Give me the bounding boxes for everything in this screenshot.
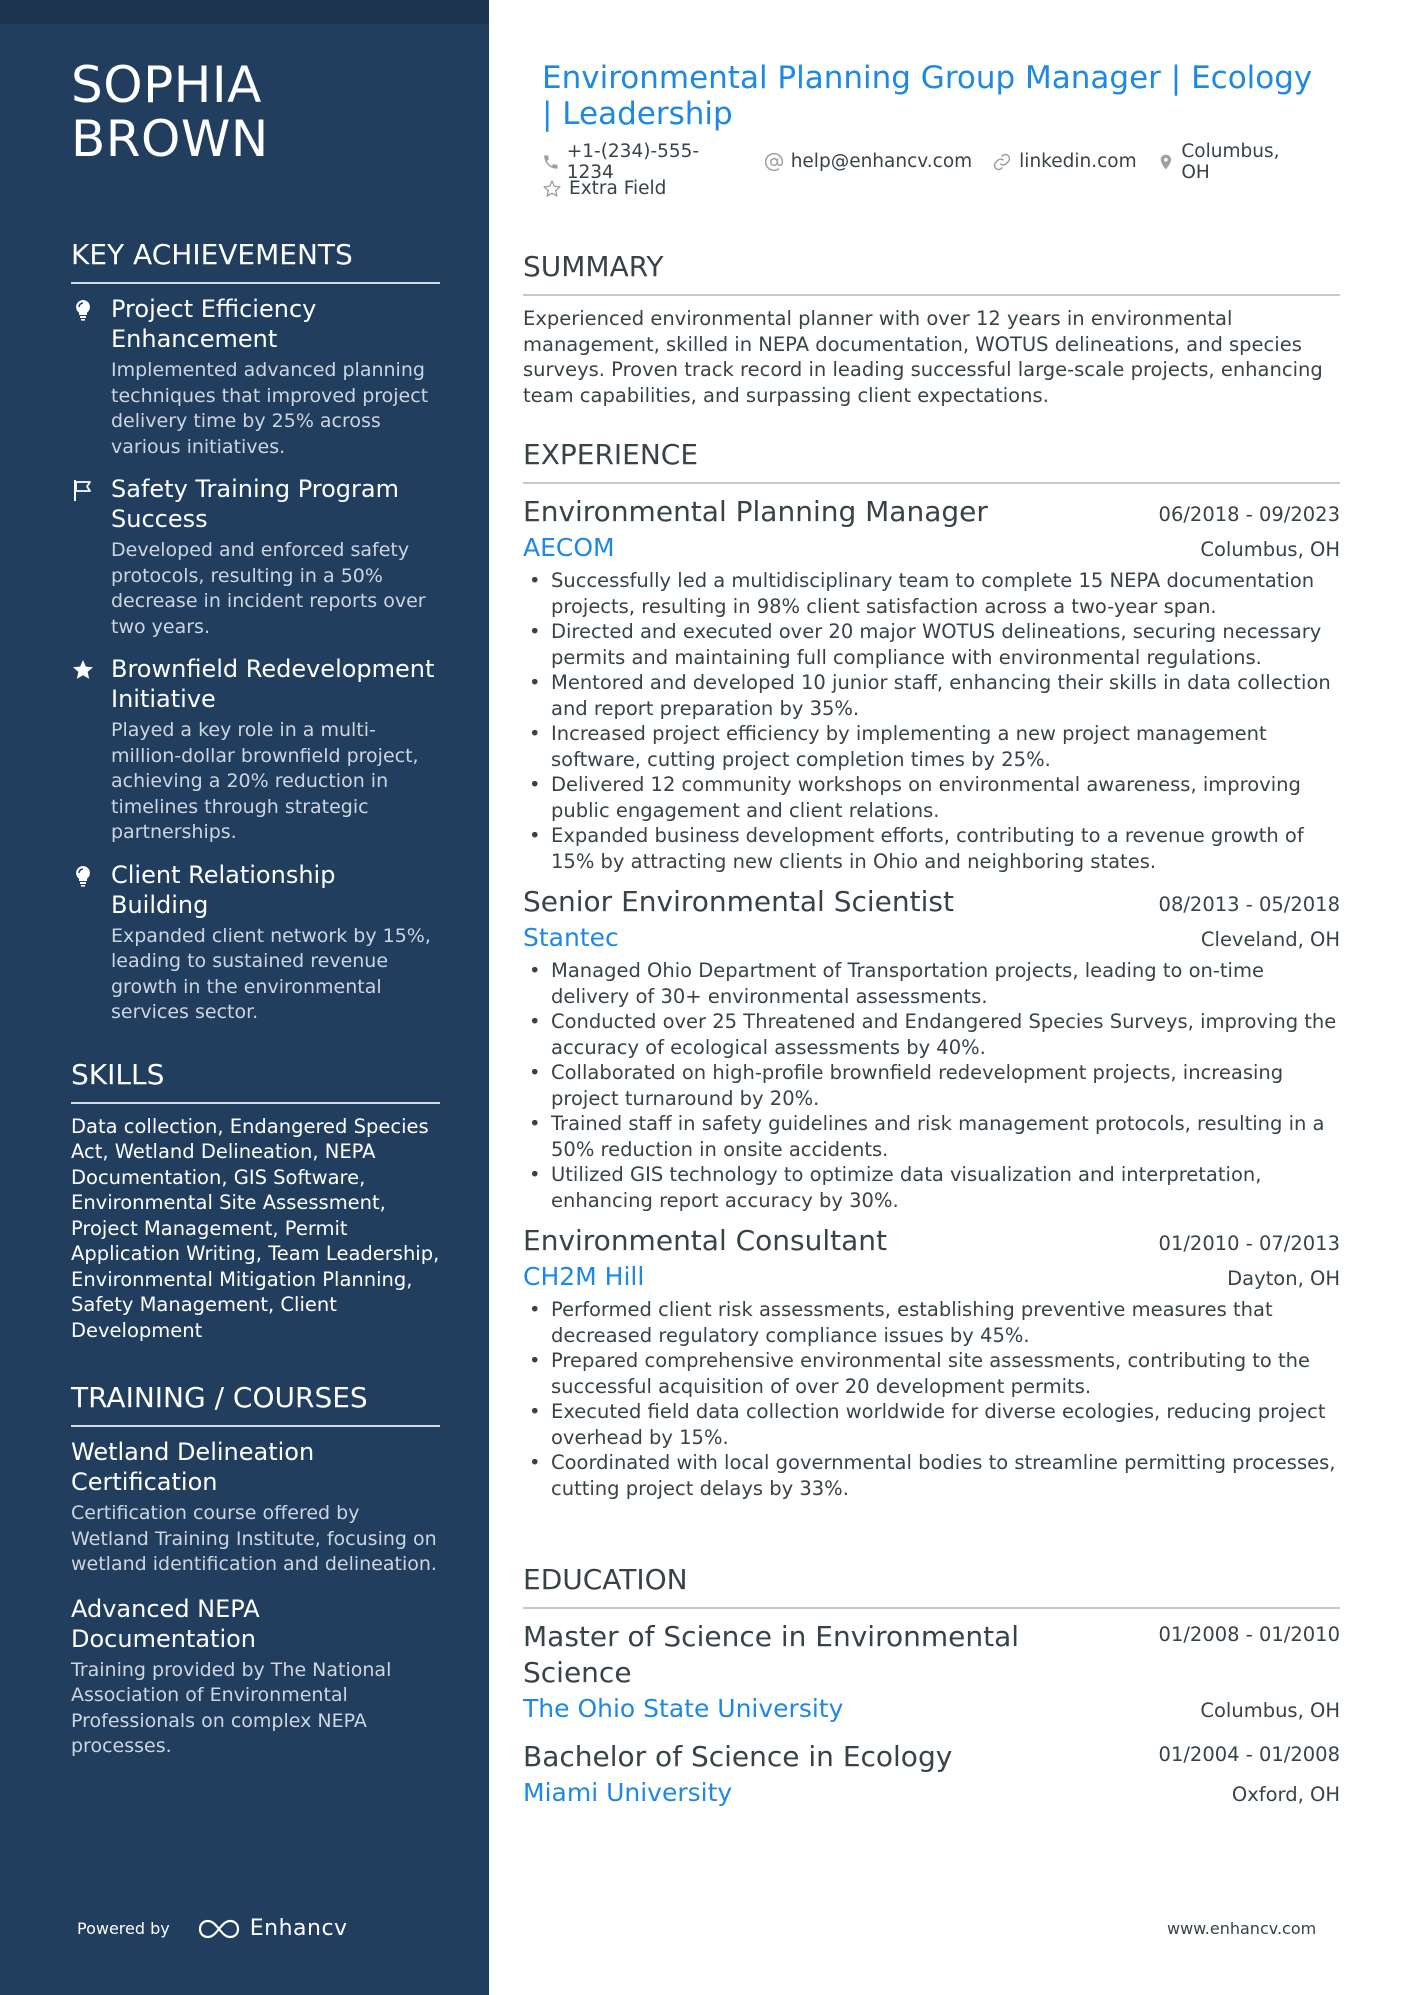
achievement-description: Expanded client network by 15%, leading to sustained revenue growth in the environmental services sector. [111,924,431,1023]
sidebar-top-band [0,0,489,24]
achievements-heading: KEY ACHIEVEMENTS [71,238,440,284]
education-section [523,1563,1340,1823]
email-address: help@enhancv.com [790,151,973,172]
linkedin-url: linkedin.com [1019,151,1137,172]
achievement-item [71,474,440,640]
skills-heading: SKILLS [71,1058,440,1104]
job-title: Environmental Planning Manager [523,495,988,528]
achievement-description: Played a key role in a multi-million-dollar brownfield project, achieving a 20% reduction in timelines through strategic partnerships. [111,719,419,843]
job-entry [523,494,1340,874]
education-entry [523,1739,1340,1809]
bullet-item: • Delivered 12 community workshops on environmental awareness, improving public engagement and client relations. [523,772,1340,823]
job-title: Senior Environmental Scientist [523,885,954,918]
achievement-title: Safety Training Program Success [111,475,399,533]
lightbulb-icon [71,864,95,888]
contact-email[interactable] [764,151,972,172]
degree-title: Master of Science in Environmental Science [523,1620,1020,1689]
bullet-item: • Executed field data collection worldwide for diverse ecologies, reducing project overhead by 15%. [523,1399,1340,1450]
education-dates: 01/2008 - 01/2010 [1158,1623,1340,1646]
flag-icon [71,478,95,502]
degree-title: Bachelor of Science in Ecology [523,1740,953,1773]
contact-phone[interactable] [542,141,744,183]
bullet-item: • Managed Ohio Department of Transportation projects, leading to on-time delivery of 30+ environmental assessments. [523,958,1340,1009]
job-dates: 06/2018 - 09/2023 [1158,503,1340,526]
contact-row [542,140,1332,183]
school-name: The Ohio State University [523,1694,844,1723]
footer-website-link[interactable]: www.enhancv.com [1167,1919,1317,1938]
bullet-item: • Increased project efficiency by implementing a new project management software, cutting project completion times by 25%. [523,721,1340,772]
course-description: Training provided by The National Association of Environmental Professionals on complex NEPA processes. [71,1658,392,1757]
brand-name: Enhancv [249,1916,348,1941]
headline: Environmental Planning Group Manager | Ecology | Leadership [542,60,1313,132]
company-name: AECOM [523,533,615,562]
job-dates: 08/2013 - 05/2018 [1158,893,1340,916]
powered-by-label: Powered by [77,1919,170,1938]
company-name: Stantec [523,923,619,952]
bullet-item: • Utilized GIS technology to optimize data visualization and interpretation, enhancing report accuracy by 30%. [523,1162,1340,1213]
school-location: Columbus, OH [1200,1699,1340,1722]
course-item [71,1594,440,1760]
bullet-item: • Collaborated on high-profile brownfield redevelopment projects, increasing project turnaround by 20%. [523,1060,1340,1111]
contact-location [1157,141,1312,183]
company-name: CH2M Hill [523,1262,645,1291]
summary-section [523,250,1340,408]
job-location: Columbus, OH [1200,538,1340,561]
education-entry [523,1619,1340,1725]
achievement-description: Developed and enforced safety protocols, resulting in a 50% decrease in incident reports over two years. [111,539,426,638]
at-sign-icon [764,152,784,172]
course-title: Advanced NEPA Documentation [71,1594,260,1653]
school-location: Oxford, OH [1231,1783,1340,1806]
enhancv-logo[interactable] [196,1916,348,1941]
location-pin-icon [1157,152,1175,172]
bullet-item: • Successfully led a multidisciplinary team to complete 15 NEPA documentation projects, resulting in 98% client satisfaction across a two-year span. [523,568,1340,619]
course-title: Wetland Delineation Certification [71,1438,315,1496]
job-title: Environmental Consultant [523,1224,888,1257]
phone-icon [542,153,560,171]
candidate-name [71,58,440,166]
bullet-item: • Performed client risk assessments, establishing preventive measures that decreased regulatory compliance issues by 45%. [523,1297,1340,1348]
sidebar-content [71,58,440,1776]
bullet-item: • Expanded business development efforts, contributing to a revenue growth of 15% by attracting new clients in Ohio and neighboring states. [523,823,1340,874]
summary-heading: SUMMARY [523,250,1340,296]
bullet-item: • Directed and executed over 20 major WOTUS delineations, securing necessary permits and maintaining full compliance with environmental regulations. [523,619,1340,670]
star-outline-icon [542,179,562,199]
job-location: Cleveland, OH [1200,928,1340,951]
achievement-item [71,294,440,460]
achievement-item [71,860,440,1026]
education-dates: 01/2004 - 01/2008 [1158,1743,1340,1766]
bullet-item: • Coordinated with local governmental bodies to streamline permitting processes, cutting project delays by 33%. [523,1450,1340,1501]
phone-number: +1-(234)-555-1234 [566,140,700,183]
experience-section [523,438,1340,1511]
name-first: SOPHIA [71,56,262,114]
achievement-description: Implemented advanced planning techniques that improved project delivery time by 25% across various initiatives. [111,359,429,458]
bullet-item: • Trained staff in safety guidelines and risk management protocols, resulting in a 50% reduction in onsite accidents. [523,1111,1340,1162]
education-heading: EDUCATION [523,1563,1340,1609]
achievement-title: Client Relationship Building [111,860,336,919]
course-description: Certification course offered by Wetland Training Institute, focusing on wetland identification and delineation. [71,1502,437,1575]
contact-linkedin[interactable] [992,151,1136,172]
experience-heading: EXPERIENCE [523,438,1340,484]
lightbulb-icon [71,298,95,322]
achievement-item [71,654,440,846]
summary-text: Experienced environmental planner with over 12 years in environmental management, skilled in NEPA documentation, WOTUS delineations, and species surveys. Proven track record in leading successful large-scale projects, enhancing team capabilities, and surpassing client expectations. [523,307,1323,407]
job-bullets [523,958,1340,1213]
course-item [71,1437,440,1578]
powered-by [77,1916,348,1941]
link-icon [992,152,1012,172]
bullet-item: • Mentored and developed 10 junior staff, enhancing their skills in data collection and report preparation by 35%. [523,670,1340,721]
job-entry [523,884,1340,1213]
star-icon [71,658,95,682]
sidebar [0,0,489,1995]
job-bullets [523,1297,1340,1501]
bullet-item: • Prepared comprehensive environmental site assessments, contributing to the successful acquisition of over 20 development permits. [523,1348,1340,1399]
achievement-title: Project Efficiency Enhancement [111,295,317,353]
job-entry [523,1223,1340,1501]
contact-info [542,140,1332,202]
job-bullets [523,568,1340,874]
training-heading: TRAINING / COURSES [71,1381,440,1427]
bullet-item: • Conducted over 25 Threatened and Endangered Species Surveys, improving the accuracy of ecological assessments by 40%. [523,1009,1340,1060]
school-name: Miami University [523,1778,733,1807]
location-text: Columbus, OH [1181,140,1280,183]
extra-field: Extra Field [569,178,667,199]
job-location: Dayton, OH [1227,1267,1340,1290]
name-last: BROWN [71,110,269,168]
job-dates: 01/2010 - 07/2013 [1158,1232,1340,1255]
infinity-logo-icon [196,1917,242,1941]
contact-extra [542,178,666,199]
skills-list: Data collection, Endangered Species Act, Wetland Delineation, NEPA Documentation, GIS Software, Environmental Site Assessment, Project Management, Permit Application Writing, Team Leadership, Environmental Mitigation Planning, Safety Management, Client Development [71,1114,440,1342]
achievement-title: Brownfield Redevelopment Initiative [111,655,435,713]
